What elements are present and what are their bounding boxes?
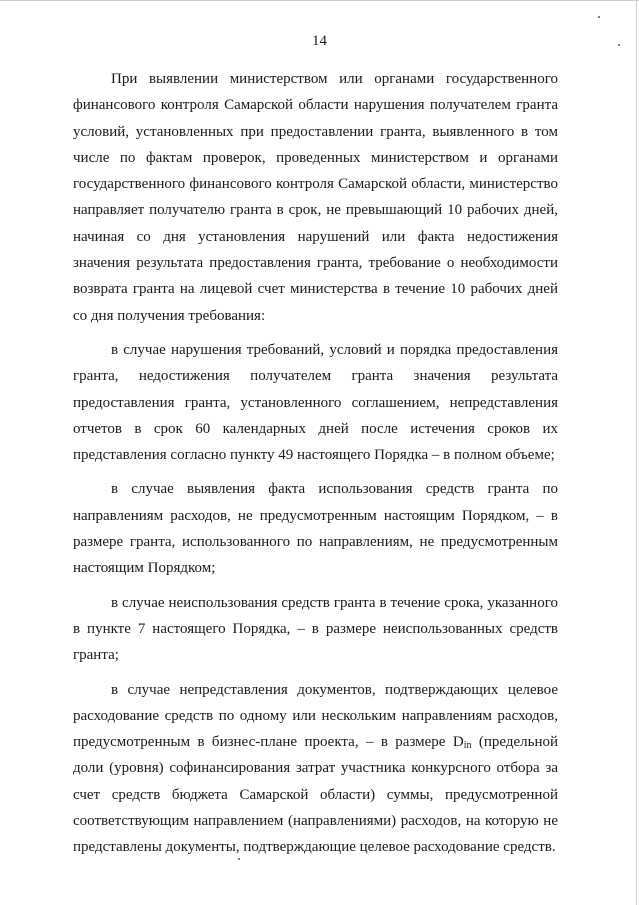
subscript-in: in [463, 740, 472, 752]
paragraph-violation-case: в случае нарушения требований, условий и порядка предоставления гранта, недостижения получателем гранта значения результата предоставления гранта, установленного соглашением, непредставления отчетов в срок 60 календарных дней после истечения сроков их представления согласно пункту 49 настоящего Порядка – в полном объеме; [73, 341, 558, 464]
paragraph-intro: При выявлении министерством или органами государственного финансового контроля Самарской области нарушения получателем гранта условий, установленных при предоставлении гранта, выявленного в том числе по фактам проверок, проведенных министерством и органами государственного финансового контроля Самарской области, министерство направляет получателю гранта в срок, не превышающий 10 рабочих дней, начиная со дня установления нарушений или факта недостижения значения результата предоставления гранта, требование о необходимости возврата гранта на лицевой счет министерства в течение 10 рабочих дней со дня получения требования: [73, 71, 558, 324]
page-number: 14 [312, 33, 327, 49]
scan-top-edge [0, 0, 639, 1]
scan-right-edge [636, 0, 637, 905]
paragraph-text-part: в случае непредставления документов, подтверждающих целевое расходование средств по одному или нескольким направлениям расходов, предусмотренным в бизнес-плане проекта, – в размере D [73, 681, 558, 751]
paragraph-text-part: (предельной доли (уровня) софинансирования затрат участника конкурсного отбора за счет средств бюджета Самарской области) суммы, предусмотренной соответствующим направлением (направлениями) расходов, на которую не представлены документы, подтверждающие целевое расходование средств. [73, 734, 559, 856]
paragraph-missing-documents-case [73, 677, 558, 861]
body-text [73, 66, 558, 861]
paragraph-misuse-case: в случае выявления факта использования средств гранта по направлениям расходов, не предусмотренным настоящим Порядком, – в размере гранта, использованного по направлениям, не предусмотренным настоящим Порядком; [73, 481, 558, 577]
scan-speck [598, 16, 600, 18]
paragraph-unused-funds-case: в случае неиспользования средств гранта в течение срока, указанного в пункте 7 настоящего Порядка, – в размере неиспользованных средств гранта; [73, 594, 558, 664]
